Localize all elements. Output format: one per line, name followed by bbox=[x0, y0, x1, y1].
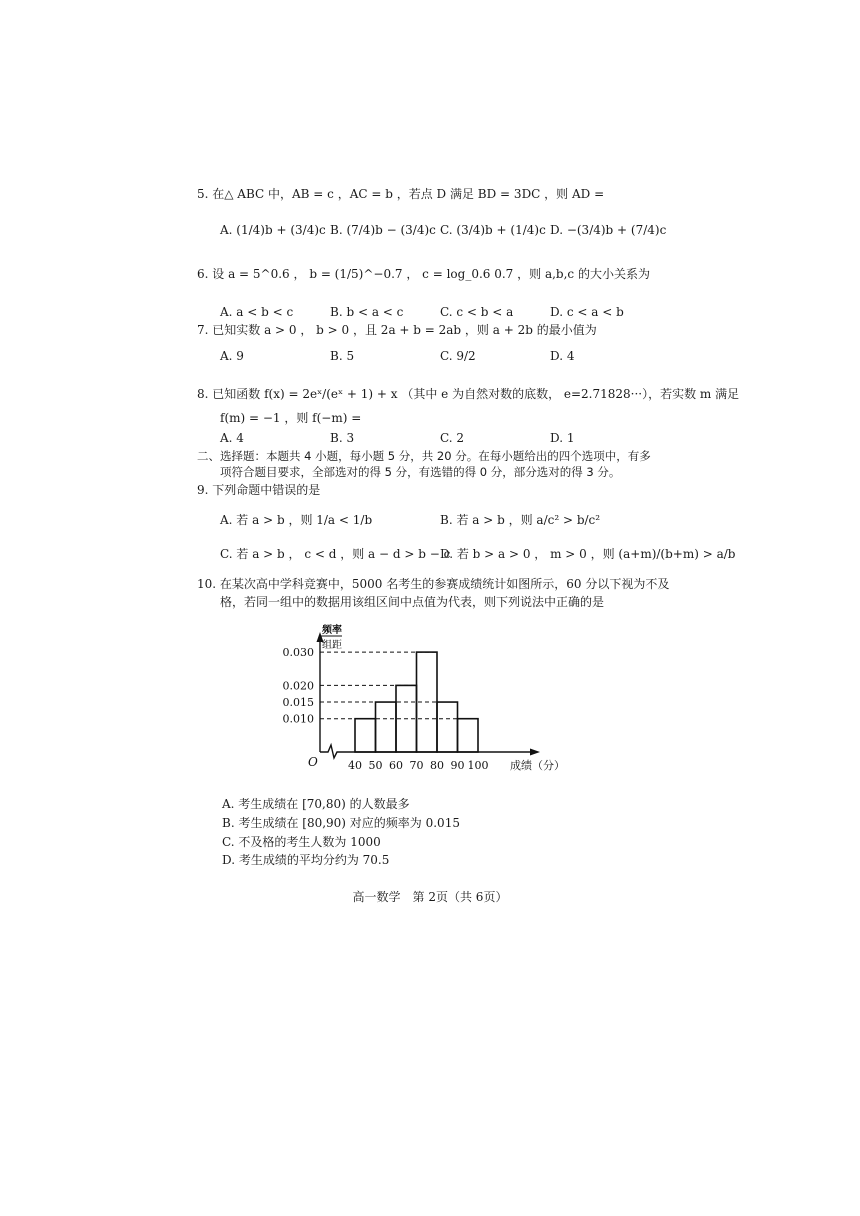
q6-option-d: D. c < a < b bbox=[550, 305, 624, 319]
x-tick-label: 100 bbox=[467, 759, 489, 772]
x-axis-label: 成绩（分） bbox=[510, 759, 565, 772]
q9-option-d: D. 若 b > a > 0 ， m > 0 ，则 (a+m)/(b+m) > a/b bbox=[440, 547, 736, 561]
q10-stem: 10. 在某次高中学科竞赛中，5000 名考生的参赛成绩统计如图所示，60 分以下视为不及 bbox=[197, 577, 670, 591]
q8-option-b: B. 3 bbox=[330, 431, 355, 445]
section2-heading-cont: 项符合题目要求，全部选对的得 5 分，有选错的得 0 分，部分选对的得 3 分。 bbox=[220, 465, 621, 479]
q5-option-d: D. −(3/4)b + (7/4)c bbox=[550, 223, 667, 237]
x-tick-label: 90 bbox=[450, 759, 465, 772]
x-tick-label: 80 bbox=[430, 759, 444, 772]
histogram-bar bbox=[437, 702, 458, 752]
q5-option-b: B. (7/4)b − (3/4)c bbox=[330, 223, 436, 237]
q7-option-b: B. 5 bbox=[330, 349, 355, 363]
frequency-histogram bbox=[225, 620, 605, 780]
q10-option-c: C. 不及格的考生人数为 1000 bbox=[222, 835, 381, 849]
histogram-bars bbox=[355, 652, 478, 752]
origin-label: O bbox=[308, 755, 318, 769]
q6-option-a: A. a < b < c bbox=[220, 305, 294, 319]
q5-stem: 5. 在△ ABC 中，AB = c ，AC = b ，若点 D 满足 BD = 3DC ，则 AD = bbox=[197, 187, 605, 201]
axes bbox=[317, 632, 541, 758]
q9-option-c: C. 若 a > b ， c < d ，则 a − d > b − c bbox=[220, 547, 451, 561]
q8-stem: 8. 已知函数 f(x) = 2eˣ/(eˣ + 1) + x （其中 e 为自然对数的底数， e=2.71828···），若实数 m 满足 bbox=[197, 387, 740, 401]
q10-option-a: A. 考生成绩在 [70,80) 的人数最多 bbox=[222, 797, 410, 811]
y-tick-label: 0.020 bbox=[282, 679, 314, 693]
x-tick-label: 60 bbox=[389, 759, 403, 772]
histogram-bar bbox=[376, 702, 397, 752]
q7-stem: 7. 已知实数 a > 0 ， b > 0 ，且 2a + b = 2ab ，则 a + 2b 的最小值为 bbox=[197, 323, 597, 337]
q8-option-a: A. 4 bbox=[220, 431, 244, 445]
q5-option-a: A. (1/4)b + (3/4)c bbox=[220, 223, 326, 237]
page-footer: 高一数学 第 2页（共 6页） bbox=[352, 890, 508, 904]
x-tick-label: 50 bbox=[368, 759, 383, 772]
q7-option-a: A. 9 bbox=[220, 349, 244, 363]
histogram-bar bbox=[355, 719, 376, 752]
q7-option-d: D. 4 bbox=[550, 349, 575, 363]
q8-stem-cont: f(m) = −1 ，则 f(−m) = bbox=[220, 411, 362, 425]
y-tick-label: 0.030 bbox=[282, 646, 314, 660]
q7-option-c: C. 9/2 bbox=[440, 349, 476, 363]
x-axis bbox=[320, 745, 530, 758]
q10-option-d: D. 考生成绩的平均分约为 70.5 bbox=[222, 853, 390, 867]
y-tick-label: 0.015 bbox=[282, 696, 314, 710]
y-axis-label-denominator: 组距 bbox=[322, 640, 342, 651]
x-tick-label: 70 bbox=[409, 759, 424, 772]
q10-option-b: B. 考生成绩在 [80,90) 对应的频率为 0.015 bbox=[222, 816, 460, 830]
x-axis-arrow bbox=[530, 749, 540, 756]
y-tick-label: 0.010 bbox=[282, 712, 314, 726]
x-tick-label: 40 bbox=[348, 759, 362, 772]
q5-option-c: C. (3/4)b + (1/4)c bbox=[440, 223, 546, 237]
q9-option-b: B. 若 a > b ，则 a/c² > b/c² bbox=[440, 513, 601, 527]
histogram-bar bbox=[458, 719, 479, 752]
q8-option-d: D. 1 bbox=[550, 431, 575, 445]
q9-stem: 9. 下列命题中错误的是 bbox=[197, 483, 321, 497]
q10-stem-cont: 格，若同一组中的数据用该组区间中点值为代表，则下列说法中正确的是 bbox=[220, 595, 605, 609]
tick-labels bbox=[283, 623, 566, 772]
q8-option-c: C. 2 bbox=[440, 431, 465, 445]
q9-option-a: A. 若 a > b ，则 1/a < 1/b bbox=[220, 513, 373, 527]
y-axis-label-numerator: 频率 bbox=[322, 625, 342, 636]
section2-heading: 二、选择题：本题共 4 小题，每小题 5 分，共 20 分。在每小题给出的四个选项中，有多 bbox=[197, 449, 651, 463]
q6-stem: 6. 设 a = 5^0.6 ， b = (1/5)^−0.7 ， c = log_0.6 0.7 ，则 a,b,c 的大小关系为 bbox=[197, 267, 650, 281]
q6-option-c: C. c < b < a bbox=[440, 305, 514, 319]
q6-option-b: B. b < a < c bbox=[330, 305, 404, 319]
